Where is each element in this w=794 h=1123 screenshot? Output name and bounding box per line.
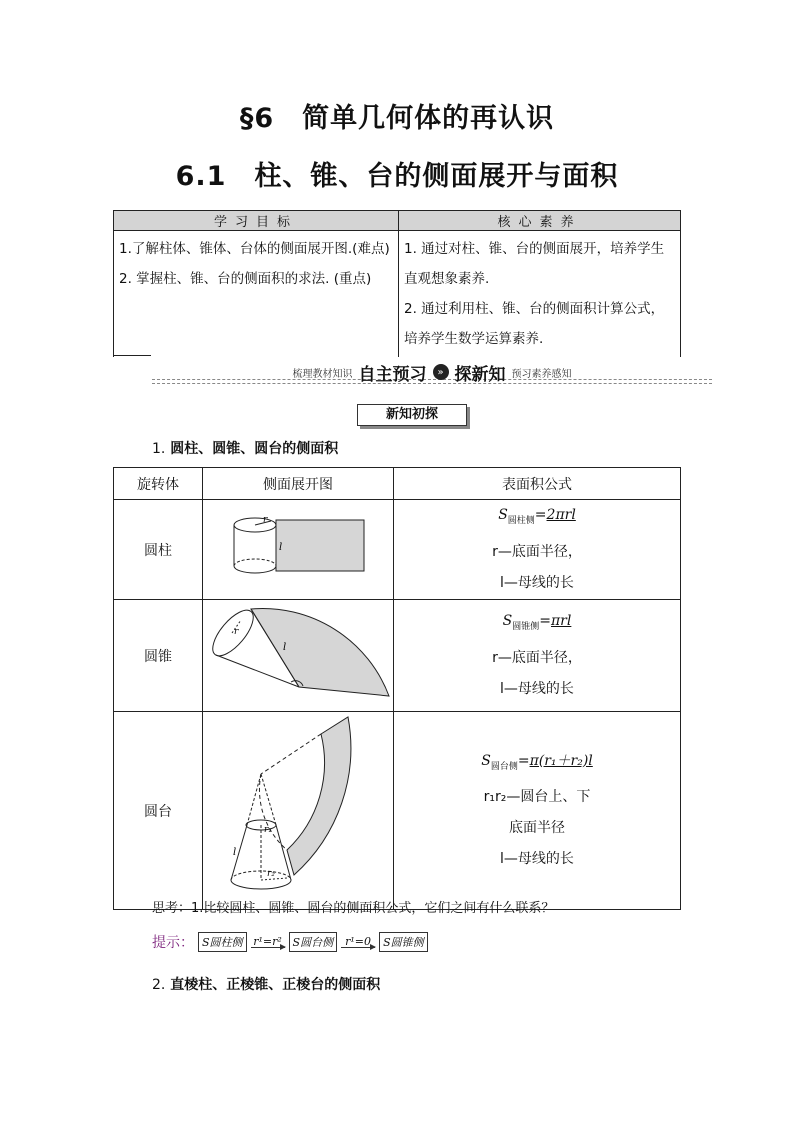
goal-2: 2. 掌握柱、锥、台的侧面积的求法. (重点)	[119, 271, 372, 287]
hint-arrow-2-text: r¹=0	[345, 935, 372, 948]
banner-title-2: 探新知	[454, 364, 506, 385]
table-row	[114, 500, 681, 600]
literacy-2: 2. 通过利用柱、锥、台的侧面积计算公式，培养学生数学运算素养.	[404, 301, 665, 347]
row-name-cylinder: 圆柱	[114, 500, 203, 600]
frustum-desc-2: 底面半径	[509, 820, 565, 837]
solids-table	[113, 467, 681, 910]
hint-arrow-1-text: r¹=r²	[253, 935, 282, 948]
frustum-net-diagram	[203, 712, 393, 905]
literacy-header: 核心素养	[399, 211, 681, 231]
cylinder-desc-1: r—底面半径，	[492, 543, 582, 560]
goals-cell	[114, 231, 399, 358]
table-row	[114, 600, 681, 712]
frustum-desc-1: r₁r₂—圆台上、下	[483, 789, 591, 806]
r1-label: r₁	[264, 825, 272, 835]
arrow-right-icon	[251, 947, 285, 948]
literacy-1: 1. 通过对柱、锥、台的侧面展开，培养学生直观想象素养.	[404, 241, 665, 287]
cone-formula	[394, 606, 680, 643]
hint-label: 提示：	[152, 935, 194, 951]
banner-rule-2	[152, 383, 712, 384]
heading-1-text: 圆柱、圆锥、圆台的侧面积	[170, 441, 339, 457]
frustum-net-cell	[203, 712, 394, 910]
heading-1-number: 1.	[152, 441, 166, 457]
formula-subscript: 圆柱侧	[507, 515, 535, 526]
cone-formula-cell	[394, 600, 681, 712]
formula-symbol: S	[498, 507, 508, 524]
goals-bottom-stub	[113, 355, 151, 356]
think-question: 思考：1.比较圆柱、圆锥、圆台的侧面积公式，它们之间有什么联系？	[152, 901, 555, 916]
cone-net-diagram	[203, 600, 393, 707]
row-name-frustum: 圆台	[114, 712, 203, 910]
slant-label: l	[233, 847, 237, 858]
subsection-title: 6.1 柱、锥、台的侧面展开与面积	[175, 161, 619, 192]
cylinder-net-diagram	[203, 500, 393, 595]
frustum-formula	[394, 746, 680, 783]
frustum-desc-3: l—母线的长	[500, 851, 574, 868]
cone-net-cell	[203, 600, 394, 712]
goals-table	[113, 210, 681, 357]
formula-value: π(r₁＋r₂)l	[529, 752, 593, 769]
slant-label: l	[279, 542, 283, 553]
row-name-cone: 圆锥	[114, 600, 203, 712]
radius-label: r	[234, 627, 239, 637]
frustum-formula-cell	[394, 712, 681, 910]
heading-2-number: 2.	[152, 977, 166, 993]
literacy-cell	[399, 231, 681, 358]
formula-equals: =	[539, 613, 551, 630]
formula-symbol: S	[502, 613, 513, 630]
banner-title-1: 自主预习	[358, 364, 427, 385]
col-header-formula: 表面积公式	[394, 468, 681, 500]
preview-banner	[152, 361, 712, 383]
arrow-right-icon	[341, 947, 375, 948]
hint-row	[152, 932, 428, 952]
formula-value: 2πrl	[546, 507, 576, 524]
hint-box-cone: S圆锥侧	[379, 932, 428, 952]
banner-right-text: 预习素养感知	[511, 368, 572, 380]
table-row	[114, 712, 681, 910]
banner-left-text: 梳理教材知识	[292, 368, 353, 380]
col-header-solid: 旋转体	[114, 468, 203, 500]
hint-box-cylinder: S圆柱侧	[198, 932, 247, 952]
cylinder-formula-cell	[394, 500, 681, 600]
hint-box-frustum: S圆台侧	[289, 932, 338, 952]
hint-arrow-2	[341, 936, 375, 948]
goal-1: 1.了解柱体、锥体、台体的侧面展开图.(难点)	[119, 241, 390, 257]
heading-1	[152, 438, 338, 458]
r2-label: r₂	[267, 869, 275, 879]
formula-symbol: S	[481, 752, 491, 769]
section-box-label: 新知初探	[357, 404, 467, 426]
slant-label: l	[283, 642, 287, 653]
cylinder-desc-2: l—母线的长	[500, 574, 574, 591]
double-chevron-icon: »	[433, 364, 449, 380]
section-title: §6 简单几何体的再认识	[239, 103, 555, 134]
cone-desc-1: r—底面半径，	[492, 649, 582, 666]
cylinder-formula	[394, 500, 680, 537]
hint-arrow-1	[251, 936, 285, 948]
cone-desc-2: l—母线的长	[500, 680, 574, 697]
radius-label: r	[263, 515, 268, 525]
heading-2-text: 直棱柱、正棱锥、正棱台的侧面积	[170, 977, 381, 993]
col-header-net: 侧面展开图	[203, 468, 394, 500]
cylinder-net-cell	[203, 500, 394, 600]
formula-equals: =	[517, 752, 530, 769]
formula-subscript: 圆锥侧	[512, 621, 540, 632]
goals-header: 学习目标	[114, 211, 399, 231]
heading-2	[152, 974, 380, 994]
formula-equals: =	[534, 507, 547, 524]
formula-subscript: 圆台侧	[490, 761, 518, 772]
formula-value: πrl	[550, 613, 572, 630]
